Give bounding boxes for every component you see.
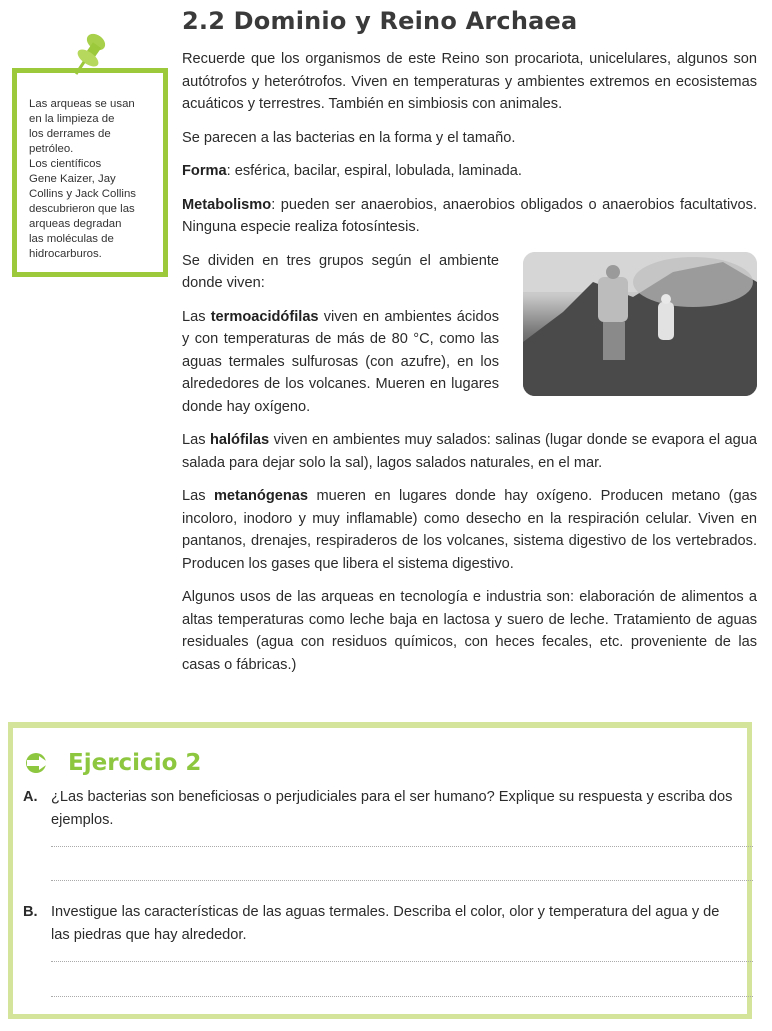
question-text: ¿Las bacterias son beneficiosas o perjudiciales para el ser humano? Explique su respuesta y escriba dos ejemplos. xyxy=(51,789,733,828)
note-line: Las arqueas se usan xyxy=(29,98,135,110)
answer-line[interactable] xyxy=(51,846,753,847)
text: mueren en lugares donde hay oxígeno. Producen metano (gas incoloro, inodoro y muy inflamable) como desecho en la respiración celular. Viven en pantanos, drenajes, respiraderos de los volcanes, sistema digestivo de los vertebrados. Producen los gases que libera el sistema digestivo. xyxy=(182,488,757,572)
exercise-header xyxy=(23,748,737,780)
note-line: Los científicos xyxy=(29,158,102,170)
paragraph-halofilas xyxy=(182,429,757,474)
note-line: descubrieron que las xyxy=(29,203,135,215)
note-line: hidrocarburos. xyxy=(29,248,102,260)
exercise-box xyxy=(8,722,752,1019)
term: Metabolismo xyxy=(182,196,272,213)
note-line: Gene Kaizer, Jay xyxy=(29,173,116,185)
intro-paragraph: Recuerde que los organismos de este Reino son procariota, unicelulares, algunos son autótrofos y heterótrofos. Viven en temperaturas y ambientes extremos en ecosistemas acuáticos y terrestres. También en simbiosis con animales. xyxy=(182,51,757,112)
note-line: petróleo. xyxy=(29,143,74,155)
paragraph-metanogenas xyxy=(182,485,757,575)
exercise-title: Ejercicio 2 xyxy=(68,750,202,776)
paragraph-metabolismo xyxy=(182,194,757,239)
photo-oil-spill-cleanup xyxy=(523,252,757,396)
answer-line[interactable] xyxy=(51,996,753,997)
question-b xyxy=(23,901,737,946)
paragraph-uses: Algunos usos de las arqueas en tecnología e industria son: elaboración de alimentos a altas temperaturas como leche baja en lactosa y suero de leche. Tratamiento de aguas residuales (agua con residuos químicos, con heces fecales, etc. proveniente de las casas o fábricas.) xyxy=(182,589,757,673)
question-label: A. xyxy=(23,789,38,805)
pushpin-icon xyxy=(66,28,116,78)
answer-line[interactable] xyxy=(51,880,753,881)
text: viven en ambientes ácidos y con temperaturas de más de 80 °C, como las aguas termales sulfurosas (con azufre), en los alrededores de los volcanes. Mueren en lugares donde hay oxígeno. xyxy=(182,308,499,415)
paragraph-groups-intro: Se dividen en tres grupos según el ambiente donde viven: xyxy=(182,252,499,291)
section-title: 2.2 Dominio y Reino Archaea xyxy=(182,7,578,35)
term: termoacidófilas xyxy=(210,308,319,325)
term: halófilas xyxy=(209,432,270,448)
note-line: Collins y Jack Collins xyxy=(29,188,136,200)
text: Las xyxy=(182,432,210,448)
arrow-right-circle-icon xyxy=(25,752,51,774)
side-note-text xyxy=(17,73,163,272)
note-line: los derrames de xyxy=(29,128,111,140)
term: metanógenas xyxy=(213,488,309,504)
note-line: arqueas degradan xyxy=(29,218,122,230)
main-column xyxy=(182,0,757,676)
text: : pueden ser anaerobios, anaerobios obligados o anaerobios facultativos. Ninguna especie realiza fotosíntesis. xyxy=(182,196,757,235)
question-text: Investigue las características de las aguas termales. Describa el color, olor y temperatura del agua y de las piedras que hay alrededor. xyxy=(51,904,720,943)
term: Forma xyxy=(182,163,227,179)
paragraph-shape-size: Se parecen a las bacterias en la forma y el tamaño. xyxy=(182,129,516,146)
text: viven en ambientes muy salados: salinas (lugar donde se evapora el agua salada para dejar solo la sal), lagos salados naturales, en el mar. xyxy=(182,432,757,471)
note-line: las moléculas de xyxy=(29,233,114,245)
text: Las xyxy=(182,308,211,325)
question-label: B. xyxy=(23,904,38,920)
text: Las xyxy=(182,488,214,504)
answer-line[interactable] xyxy=(51,961,753,962)
text: : esférica, bacilar, espiral, lobulada, laminada. xyxy=(226,163,522,179)
question-a xyxy=(23,786,737,831)
paragraph-forma xyxy=(182,160,757,183)
side-note xyxy=(12,68,168,277)
note-line: en la limpieza de xyxy=(29,113,115,125)
